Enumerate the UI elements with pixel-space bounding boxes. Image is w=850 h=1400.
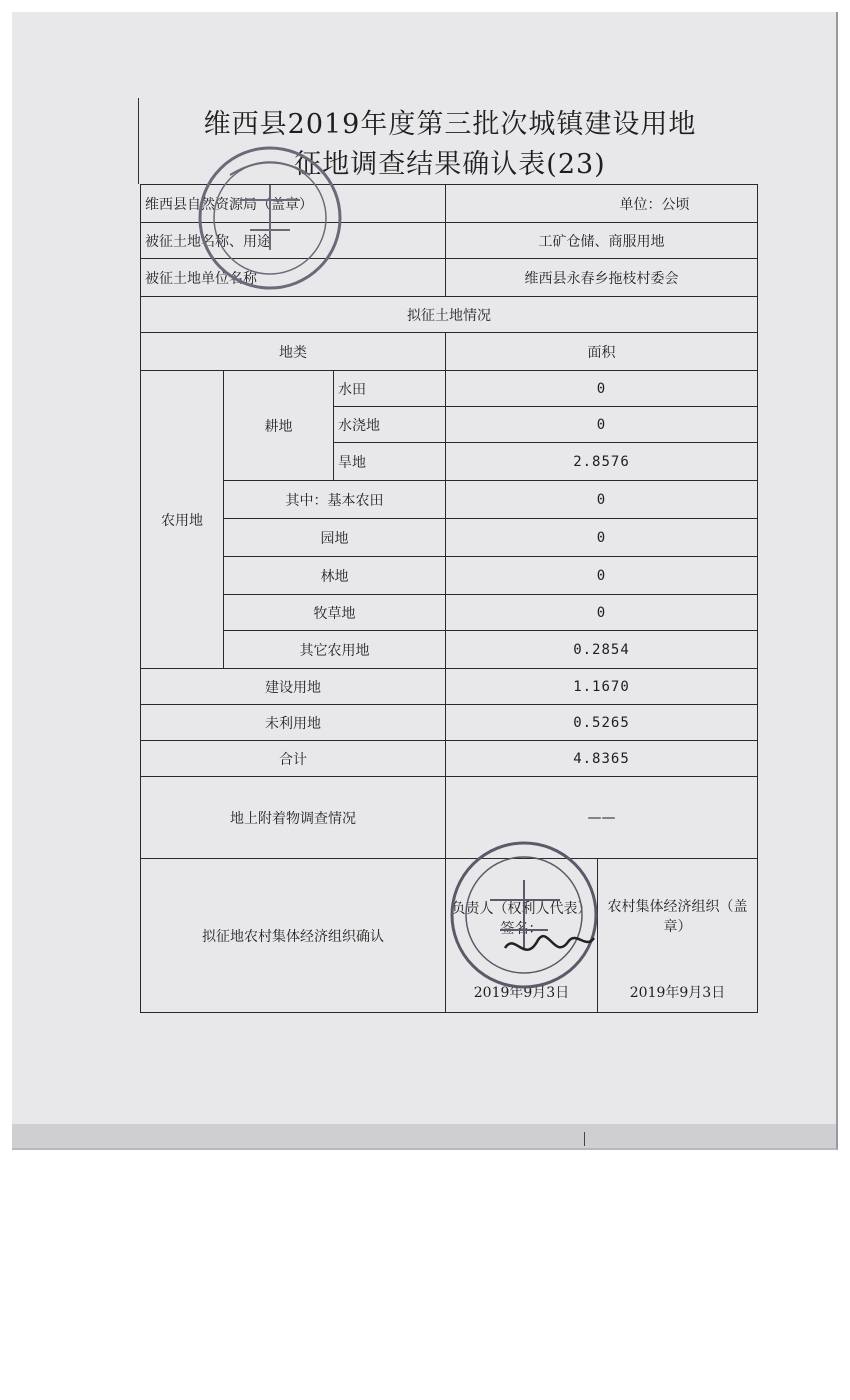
- survey-confirmation-table: [140, 184, 758, 1013]
- row-value: 0: [446, 407, 758, 443]
- row-label: 建设用地: [141, 669, 446, 705]
- attachments-value: ——: [446, 777, 758, 859]
- org-label: 农村集体经济组织（盖章）: [607, 899, 748, 935]
- row-label: 合计: [141, 741, 446, 777]
- signer-cell: [446, 859, 598, 1013]
- land-name-value: 工矿仓储、商服用地: [446, 223, 758, 259]
- row-value: 0: [446, 519, 758, 557]
- signer-label: 负责人（权利人代表）签名：: [451, 901, 592, 937]
- row-label: 未利用地: [141, 705, 446, 741]
- signer-date: 2019年9月3日: [473, 985, 570, 1001]
- section-header: 拟征土地情况: [141, 297, 758, 333]
- agri-land-label: 农用地: [141, 371, 224, 669]
- attachments-row: [141, 777, 758, 859]
- confirm-label: 拟征地农村集体经济组织确认: [141, 859, 446, 1013]
- header-row-land-name: [141, 223, 758, 259]
- land-name-label: 被征土地名称、用途: [141, 223, 446, 259]
- row-label: 其中：基本农田: [224, 481, 446, 519]
- land-owner-label: 被征土地单位名称: [141, 259, 446, 297]
- row-value: 0: [446, 595, 758, 631]
- row-value: 0.2854: [446, 631, 758, 669]
- table-row: [141, 519, 758, 557]
- table-row: [141, 371, 758, 407]
- column-header-area: 面积: [446, 333, 758, 371]
- attachments-label: 地上附着物调查情况: [141, 777, 446, 859]
- row-label: 旱地: [334, 443, 446, 481]
- document-title-line1: 维西县2019年度第三批次城镇建设用地: [203, 109, 697, 140]
- row-value: 4.8365: [446, 741, 758, 777]
- row-label: 林地: [224, 557, 446, 595]
- column-header-row: [141, 333, 758, 371]
- confirmation-row: [141, 859, 758, 1013]
- row-value: 0: [446, 371, 758, 407]
- table-row: [141, 557, 758, 595]
- table-row: [141, 741, 758, 777]
- table-row: [141, 669, 758, 705]
- scan-edge-shadow: [12, 1124, 836, 1148]
- row-label: 其它农用地: [224, 631, 446, 669]
- row-value: 0: [446, 481, 758, 519]
- column-header-category: 地类: [141, 333, 446, 371]
- row-label: 水浇地: [334, 407, 446, 443]
- table-row: [141, 705, 758, 741]
- margin-line: [138, 98, 139, 184]
- issuer-label: 维西县自然资源局（盖章）: [141, 185, 446, 223]
- row-label: 牧草地: [224, 595, 446, 631]
- row-label: 园地: [224, 519, 446, 557]
- row-label: 水田: [334, 371, 446, 407]
- unit-label: 单位：公顷: [446, 185, 758, 223]
- row-value: 0.5265: [446, 705, 758, 741]
- row-value: 1.1670: [446, 669, 758, 705]
- section-header-row: [141, 297, 758, 333]
- cultivated-land-label: 耕地: [224, 371, 334, 481]
- row-value: 0: [446, 557, 758, 595]
- scan-mark: [584, 1132, 585, 1146]
- land-owner-value: 维西县永春乡拖枝村委会: [446, 259, 758, 297]
- header-row-land-owner: [141, 259, 758, 297]
- table-row: [141, 595, 758, 631]
- table-row: [141, 481, 758, 519]
- document-title-line2: 征地调查结果确认表(23): [294, 149, 606, 180]
- header-row-issuer: [141, 185, 758, 223]
- org-cell: [598, 859, 758, 1013]
- org-date: 2019年9月3日: [629, 985, 726, 1001]
- row-value: 2.8576: [446, 443, 758, 481]
- table-row: [141, 631, 758, 669]
